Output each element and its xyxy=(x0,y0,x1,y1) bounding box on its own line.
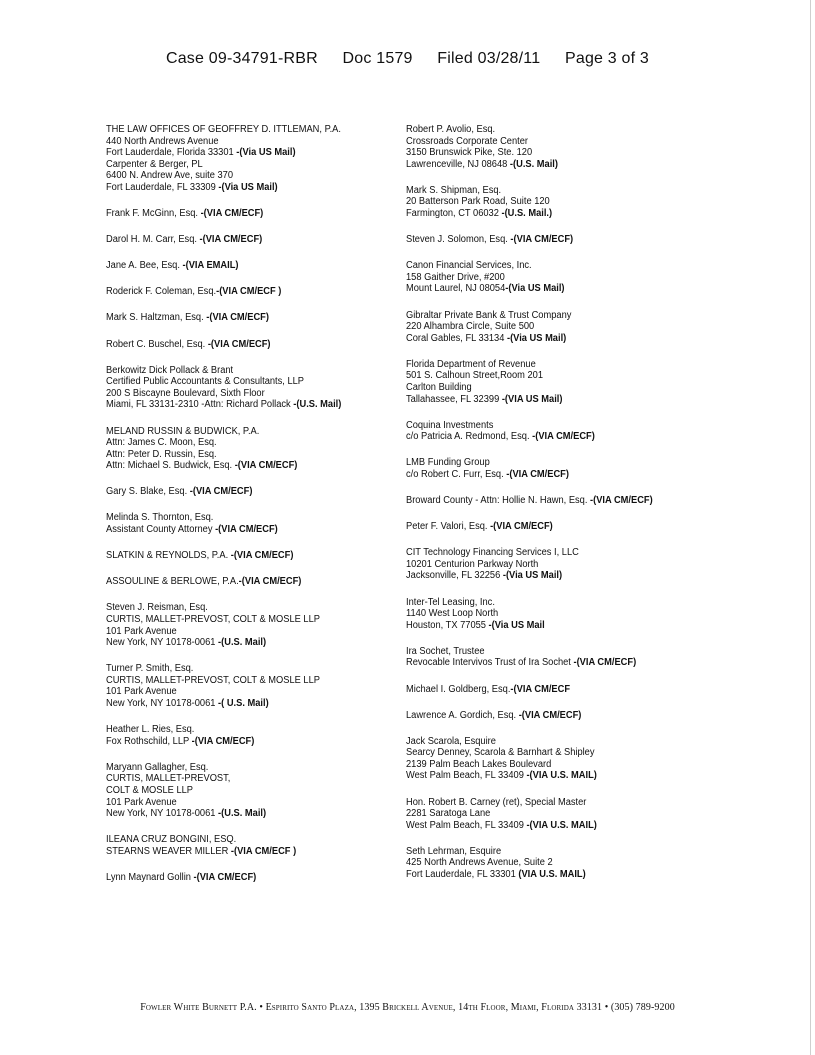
address-line xyxy=(406,646,676,658)
delivery-method: -(Via US Mail) xyxy=(506,332,567,344)
address-text: 3150 Brunswick Pike, Ste. 120 xyxy=(406,147,533,159)
address-line xyxy=(106,486,376,498)
address-text: 101 Park Avenue xyxy=(106,625,177,637)
delivery-method: -(VIA CM/ECF) xyxy=(490,521,553,533)
address-text: Carlton Building xyxy=(406,382,472,393)
address-line xyxy=(106,834,376,846)
address-text: Jack Scarola, Esquire xyxy=(406,735,496,747)
delivery-method: -(VIA EMAIL) xyxy=(182,260,239,272)
address-line xyxy=(106,159,376,171)
address-text: Gibraltar Private Bank & Trust Company xyxy=(406,309,572,321)
service-list-entry xyxy=(106,576,376,588)
service-list-entry xyxy=(406,310,676,345)
service-list-entry xyxy=(106,762,376,820)
address-line xyxy=(106,399,376,411)
delivery-method: -(VIA CM/ECF) xyxy=(234,460,298,472)
address-line xyxy=(106,808,376,820)
address-text: Roderick F. Coleman, Esq. xyxy=(106,286,217,298)
address-text: Tallahassee, FL 32399 xyxy=(406,393,502,405)
address-text: Heather L. Ries, Esq. xyxy=(106,724,195,736)
service-list-entry xyxy=(406,646,676,669)
address-line xyxy=(106,234,376,246)
address-text: Turner P. Smith, Esq. xyxy=(106,663,194,675)
address-line xyxy=(106,724,376,736)
address-line xyxy=(106,365,376,377)
address-line xyxy=(406,185,676,197)
address-text: West Palm Beach, FL 33409 xyxy=(406,770,527,782)
address-line xyxy=(406,747,676,759)
address-text: CURTIS, MALLET-PREVOST, COLT & MOSLE LLP xyxy=(106,613,320,625)
service-list-entry xyxy=(106,602,376,648)
address-text: Houston, TX 77055 xyxy=(406,619,489,631)
address-line xyxy=(106,170,376,182)
address-text: Berkowitz Dick Pollack & Brant xyxy=(106,364,234,376)
delivery-method: -(VIA CM/ECF) xyxy=(191,735,255,747)
address-line xyxy=(406,684,676,696)
address-text: c/o Patricia A. Redmond, Esq. xyxy=(406,431,533,443)
delivery-method: -(VIA US Mail) xyxy=(501,393,563,405)
address-text: 20 Batterson Park Road, Suite 120 xyxy=(406,196,550,208)
delivery-method: -(VIA CM/ECF) xyxy=(189,486,253,498)
address-line xyxy=(406,797,676,809)
address-line xyxy=(106,124,376,136)
address-text: Gary S. Blake, Esq. xyxy=(106,486,190,498)
address-line xyxy=(406,469,676,481)
address-line xyxy=(106,437,376,449)
address-line xyxy=(406,431,676,443)
address-line xyxy=(406,736,676,748)
service-list-entry xyxy=(406,495,676,507)
address-line xyxy=(106,637,376,649)
address-text: New York, NY 10178-0061 xyxy=(106,698,219,709)
address-text: THE LAW OFFICES OF GEOFFREY D. ITTLEMAN, P.A. xyxy=(106,124,341,135)
delivery-method: -(VIA U.S. MAIL) xyxy=(526,819,597,831)
address-line xyxy=(406,196,676,208)
address-line xyxy=(406,382,676,394)
address-line xyxy=(106,762,376,774)
address-line xyxy=(406,597,676,609)
delivery-method: -(Via US Mail) xyxy=(502,570,563,582)
address-text: Jacksonville, FL 32256 xyxy=(406,570,503,582)
address-line xyxy=(106,147,376,159)
delivery-method: -(VIA CM/ECF) xyxy=(590,495,653,507)
address-text: Ira Sochet, Trustee xyxy=(406,645,485,657)
address-text: Mark S. Shipman, Esq. xyxy=(406,184,502,196)
service-list-entry xyxy=(106,286,376,298)
address-text: Miami, FL 33131-2310 -Attn: Richard Pollack xyxy=(106,399,294,411)
address-text: Inter-Tel Leasing, Inc. xyxy=(406,596,495,608)
delivery-method: -(VIA CM/ECF xyxy=(510,683,571,695)
address-text: Coquina Investments xyxy=(406,419,494,431)
address-line xyxy=(106,512,376,524)
address-text: CIT Technology Financing Services I, LLC xyxy=(406,547,579,559)
address-line xyxy=(106,260,376,272)
address-line xyxy=(106,785,376,797)
address-text: 101 Park Avenue xyxy=(106,686,177,698)
address-text: 425 North Andrews Avenue, Suite 2 xyxy=(406,857,553,869)
address-text: Hon. Robert B. Carney (ret), Special Master xyxy=(406,796,587,808)
address-text: Darol H. M. Carr, Esq. xyxy=(106,234,200,246)
delivery-method: -(VIA CM/ECF) xyxy=(230,550,294,562)
service-list-entry xyxy=(106,234,376,246)
address-text: Peter F. Valori, Esq. xyxy=(406,521,491,533)
address-line xyxy=(406,808,676,820)
service-list-entry xyxy=(406,736,676,782)
address-text: West Palm Beach, FL 33409 xyxy=(406,819,527,831)
address-text: COLT & MOSLE LLP xyxy=(106,784,194,796)
service-list-entry xyxy=(406,846,676,881)
address-text: Assistant County Attorney xyxy=(106,524,216,536)
service-list-entry xyxy=(106,486,376,498)
delivery-method: -(U.S. Mail) xyxy=(293,399,342,411)
service-list-entry xyxy=(106,260,376,272)
service-list-entry xyxy=(406,797,676,832)
address-text: 200 S Biscayne Boulevard, Sixth Floor xyxy=(106,387,265,399)
address-text: c/o Robert C. Furr, Esq. xyxy=(406,468,507,480)
delivery-method: -(VIA CM/ECF ) xyxy=(216,286,282,298)
address-line xyxy=(406,710,676,722)
delivery-method: -(Via US Mail) xyxy=(505,283,565,295)
delivery-method: -(U.S. Mail) xyxy=(218,637,267,649)
address-line xyxy=(406,759,676,771)
delivery-method: -(U.S. Mail.) xyxy=(501,208,553,220)
delivery-method: -(VIA CM/ECF) xyxy=(532,431,595,443)
address-text: Mount Laurel, NJ 08054 xyxy=(406,283,506,295)
delivery-method: -(VIA CM/ECF) xyxy=(207,338,271,350)
address-line xyxy=(406,310,676,322)
address-text: Lawrence A. Gordich, Esq. xyxy=(406,709,519,721)
service-list-entry xyxy=(406,684,676,696)
address-line xyxy=(106,686,376,698)
address-text: CURTIS, MALLET-PREVOST, COLT & MOSLE LLP xyxy=(106,674,320,686)
address-text: MELAND RUSSIN & BUDWICK, P.A. xyxy=(106,425,260,437)
address-text: Attn: James C. Moon, Esq. xyxy=(106,437,217,449)
address-text: Florida Department of Revenue xyxy=(406,358,536,370)
address-line xyxy=(106,698,376,710)
address-line xyxy=(406,547,676,559)
delivery-method: -(VIA CM/ECF) xyxy=(506,468,569,480)
address-text: Mark S. Haltzman, Esq. xyxy=(106,312,207,324)
address-line xyxy=(106,736,376,748)
delivery-method: -(VIA CM/ECF) xyxy=(238,576,302,588)
service-list-entry xyxy=(106,663,376,709)
address-text: Coral Gables, FL 33134 xyxy=(406,332,507,344)
address-text: Certified Public Accountants & Consultants, LLP xyxy=(106,376,305,388)
delivery-method: -(Via US Mail xyxy=(488,619,545,631)
address-line xyxy=(406,559,676,571)
address-line xyxy=(406,136,676,148)
address-text: Canon Financial Services, Inc. xyxy=(406,260,532,272)
address-text: Attn: Michael S. Budwick, Esq. xyxy=(106,460,235,472)
address-line xyxy=(406,495,676,507)
service-list-entry xyxy=(406,124,676,170)
address-text: CURTIS, MALLET-PREVOST, xyxy=(106,773,231,785)
delivery-method: -(VIA U.S. MAIL) xyxy=(526,770,597,782)
address-text: 1140 West Loop North xyxy=(406,608,499,620)
address-text: Fort Lauderdale, FL 33309 xyxy=(106,181,219,193)
service-list-entry xyxy=(406,359,676,405)
address-line xyxy=(106,614,376,626)
address-text: Steven J. Reisman, Esq. xyxy=(106,602,208,614)
address-line xyxy=(106,339,376,351)
address-line xyxy=(106,872,376,884)
address-line xyxy=(106,550,376,562)
delivery-method: -(VIA CM/ECF) xyxy=(518,709,582,721)
address-line xyxy=(106,602,376,614)
filed-date: Filed 03/28/11 xyxy=(437,50,541,67)
service-list-entry xyxy=(106,339,376,351)
address-text: New York, NY 10178-0061 xyxy=(106,637,219,649)
address-text: 101 Park Avenue xyxy=(106,796,177,808)
address-text: Maryann Gallagher, Esq. xyxy=(106,761,209,773)
address-text: Michael I. Goldberg, Esq. xyxy=(406,683,511,695)
address-line xyxy=(406,857,676,869)
delivery-method: -(U.S. Mail) xyxy=(509,158,558,170)
address-text: Lynn Maynard Gollin xyxy=(106,871,194,883)
address-text: Crossroads Corporate Center xyxy=(406,135,528,147)
address-text: 2281 Saratoga Lane xyxy=(406,808,491,820)
service-list-entry xyxy=(406,547,676,582)
delivery-method: -(U.S. Mail) xyxy=(218,808,267,820)
address-line xyxy=(106,136,376,148)
address-line xyxy=(106,388,376,400)
address-text: 158 Gaither Drive, #200 xyxy=(406,271,505,283)
address-line xyxy=(406,359,676,371)
service-list-entry xyxy=(106,365,376,411)
doc-number: Doc 1579 xyxy=(342,50,413,67)
address-line xyxy=(106,797,376,809)
service-list-entry xyxy=(106,834,376,857)
address-line xyxy=(106,460,376,472)
address-text: Revocable Intervivos Trust of Ira Sochet xyxy=(406,657,574,669)
address-text: Frank F. McGinn, Esq. xyxy=(106,208,201,220)
service-list-entry xyxy=(406,457,676,480)
address-text: LMB Funding Group xyxy=(406,457,490,469)
address-line xyxy=(406,208,676,220)
service-list-entry xyxy=(406,185,676,220)
address-line xyxy=(406,846,676,858)
address-line xyxy=(406,521,676,533)
address-text: Farmington, CT 06032 xyxy=(406,208,502,220)
service-list-entry xyxy=(106,724,376,747)
address-text: STEARNS WEAVER MILLER xyxy=(106,845,231,857)
address-line xyxy=(406,620,676,632)
address-text: Attn: Peter D. Russin, Esq. xyxy=(106,448,217,460)
address-line xyxy=(406,159,676,171)
address-line xyxy=(406,234,676,246)
address-line xyxy=(406,657,676,669)
delivery-method: -(VIA CM/ECF) xyxy=(215,524,278,536)
service-list-entry xyxy=(106,872,376,884)
address-line xyxy=(106,312,376,324)
address-text: Robert P. Avolio, Esq. xyxy=(406,124,496,135)
address-line xyxy=(406,260,676,272)
service-list-entry xyxy=(106,426,376,472)
service-list-entry xyxy=(406,710,676,722)
address-line xyxy=(406,272,676,284)
page-number: Page 3 of 3 xyxy=(564,50,650,67)
address-text: 220 Alhambra Circle, Suite 500 xyxy=(406,321,535,333)
address-line xyxy=(406,394,676,406)
service-list-entry xyxy=(406,420,676,443)
address-line xyxy=(106,182,376,194)
page-header xyxy=(0,50,815,68)
address-text: Lawrenceville, NJ 08648 xyxy=(406,158,510,170)
address-line xyxy=(406,570,676,582)
address-text: 10201 Centurion Parkway North xyxy=(406,558,539,570)
address-text: Seth Lehrman, Esquire xyxy=(406,845,502,857)
delivery-method: -(VIA CM/ECF) xyxy=(199,234,263,246)
address-line xyxy=(406,457,676,469)
address-line xyxy=(406,333,676,345)
address-line xyxy=(106,576,376,588)
address-line xyxy=(106,449,376,461)
delivery-method: -( U.S. Mail) xyxy=(218,698,269,709)
service-list-entry xyxy=(406,260,676,295)
address-line xyxy=(406,283,676,295)
delivery-method: -(VIA CM/ECF) xyxy=(573,657,637,669)
service-list-entry xyxy=(406,597,676,632)
address-text: ASSOULINE & BERLOWE, P.A. xyxy=(106,576,239,588)
address-line xyxy=(106,426,376,438)
address-text: Fort Lauderdale, Florida 33301 xyxy=(106,147,237,159)
address-line xyxy=(406,321,676,333)
service-list-entry xyxy=(106,512,376,535)
address-text: 501 S. Calhoun Street,Room 201 xyxy=(406,370,544,382)
delivery-method: -(VIA CM/ECF) xyxy=(510,234,574,246)
address-line xyxy=(406,820,676,832)
page-edge-line xyxy=(810,0,811,1055)
address-line xyxy=(106,376,376,388)
service-list-left-column xyxy=(106,124,376,898)
address-text: 6400 N. Andrew Ave, suite 370 xyxy=(106,170,234,182)
case-number: Case 09-34791-RBR xyxy=(165,50,318,67)
address-text: 440 North Andrews Avenue xyxy=(106,135,219,147)
address-line xyxy=(106,286,376,298)
address-line xyxy=(406,124,676,136)
address-line xyxy=(106,675,376,687)
address-line xyxy=(406,608,676,620)
address-text: Steven J. Solomon, Esq. xyxy=(406,234,511,246)
address-text: Carpenter & Berger, PL xyxy=(106,158,203,170)
address-line xyxy=(106,626,376,638)
address-text: Fox Rothschild, LLP xyxy=(106,735,192,747)
address-line xyxy=(106,663,376,675)
delivery-method: (VIA U.S. MAIL) xyxy=(518,869,586,881)
service-list-entry xyxy=(106,124,376,194)
address-text: Fort Lauderdale, FL 33301 xyxy=(406,869,519,881)
service-list-entry xyxy=(406,521,676,533)
address-line xyxy=(106,846,376,858)
delivery-method: -(Via US Mail) xyxy=(236,147,296,159)
letterhead-footer: Fowler White Burnett P.A. • Espirito Santo Plaza, 1395 Brickell Avenue, 14th Floor, Miami, Florida 33131 • (305) 789-9200 xyxy=(140,1002,675,1013)
delivery-method: -(VIA CM/ECF) xyxy=(206,312,269,324)
address-text: Jane A. Bee, Esq. xyxy=(106,260,183,272)
service-list-entry xyxy=(106,550,376,562)
delivery-method: -(Via US Mail) xyxy=(218,181,278,193)
address-line xyxy=(406,770,676,782)
address-line xyxy=(406,370,676,382)
delivery-method: -(VIA CM/ECF) xyxy=(193,871,257,883)
address-text: ILEANA CRUZ BONGINI, ESQ. xyxy=(106,834,237,846)
address-line xyxy=(106,208,376,220)
address-line xyxy=(106,524,376,536)
delivery-method: -(VIA CM/ECF) xyxy=(200,208,264,220)
delivery-method: -(VIA CM/ECF ) xyxy=(230,845,297,857)
address-line xyxy=(106,773,376,785)
service-list-right-column xyxy=(406,124,676,895)
address-text: Melinda S. Thornton, Esq. xyxy=(106,512,214,524)
address-text: Searcy Denney, Scarola & Barnhart & Shipley xyxy=(406,747,595,759)
address-text: New York, NY 10178-0061 xyxy=(106,808,219,820)
address-text: SLATKIN & REYNOLDS, P.A. xyxy=(106,550,231,562)
address-text: Broward County - Attn: Hollie N. Hawn, Esq. xyxy=(406,495,591,507)
service-list-entry xyxy=(106,208,376,220)
service-list-entry xyxy=(406,234,676,246)
service-list-entry xyxy=(106,312,376,324)
address-line xyxy=(406,869,676,881)
address-text: Robert C. Buschel, Esq. xyxy=(106,338,208,350)
address-text: 2139 Palm Beach Lakes Boulevard xyxy=(406,758,552,770)
address-line xyxy=(406,147,676,159)
address-line xyxy=(406,420,676,432)
